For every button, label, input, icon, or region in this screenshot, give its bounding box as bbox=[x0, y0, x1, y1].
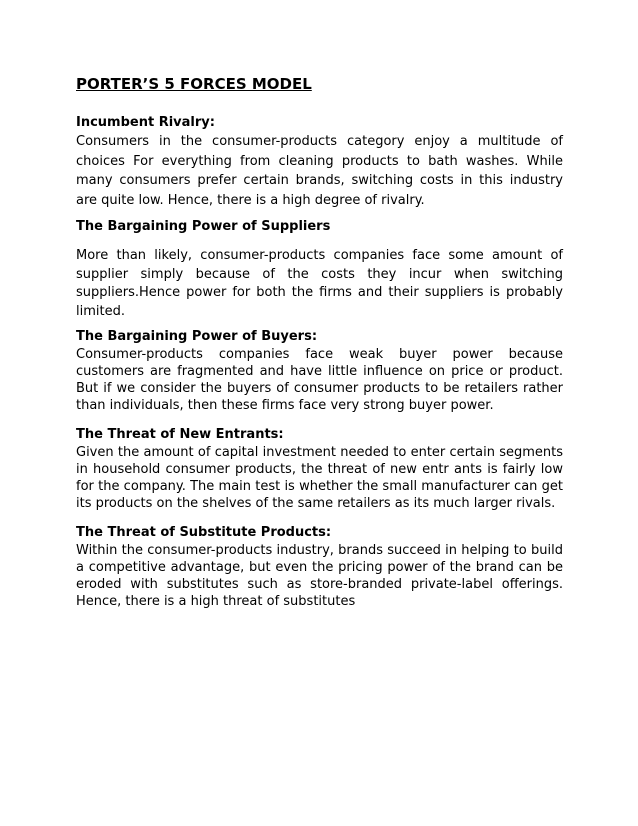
section-incumbent-rivalry bbox=[76, 115, 563, 210]
section-heading: The Bargaining Power of Suppliers bbox=[76, 219, 331, 234]
section-heading: The Bargaining Power of Buyers: bbox=[76, 329, 318, 344]
section-heading: The Threat of Substitute Products: bbox=[76, 525, 332, 540]
section-body: Consumer-products companies face weak buyer power because customers are fragmented and have little influence on price or product. But if we consider the buyers of consumer products to be retailers rather than individuals, then these firms face very strong buyer power. bbox=[76, 347, 563, 413]
section-body: Given the amount of capital investment needed to enter certain segments in household consumer products, the threat of new entr ants is fairly low for the company. The main test is whether the small manufacturer can get its products on the shelves of the same retailers as its much larger rivals. bbox=[76, 445, 563, 511]
document-title: PORTER’S 5 FORCES MODEL bbox=[76, 75, 312, 93]
section-body: Within the consumer-products industry, brands succeed in helping to build a competitive advantage, but even the pricing power of the brand can be eroded with substitutes such as store-branded private-label offerings. Hence, there is a high threat of substitutes bbox=[76, 543, 563, 609]
section-buyer-power bbox=[76, 329, 563, 414]
section-substitutes bbox=[76, 525, 563, 610]
section-body: Consumers in the consumer-products category enjoy a multitude of choices For everything from cleaning products to bath washes. While many consumers prefer certain brands, switching costs in this industry are quite low. Hence, there is a high degree of rivalry. bbox=[76, 134, 563, 208]
section-heading: The Threat of New Entrants: bbox=[76, 427, 284, 442]
document-page bbox=[76, 74, 563, 610]
section-supplier-power bbox=[76, 219, 563, 321]
section-new-entrants bbox=[76, 427, 563, 512]
section-body: More than likely, consumer-products companies face some amount of supplier simply because of the costs they incur when switching suppliers.Hence power for both the firms and their suppliers is probably limited. bbox=[76, 248, 563, 319]
section-heading: Incumbent Rivalry: bbox=[76, 115, 215, 130]
